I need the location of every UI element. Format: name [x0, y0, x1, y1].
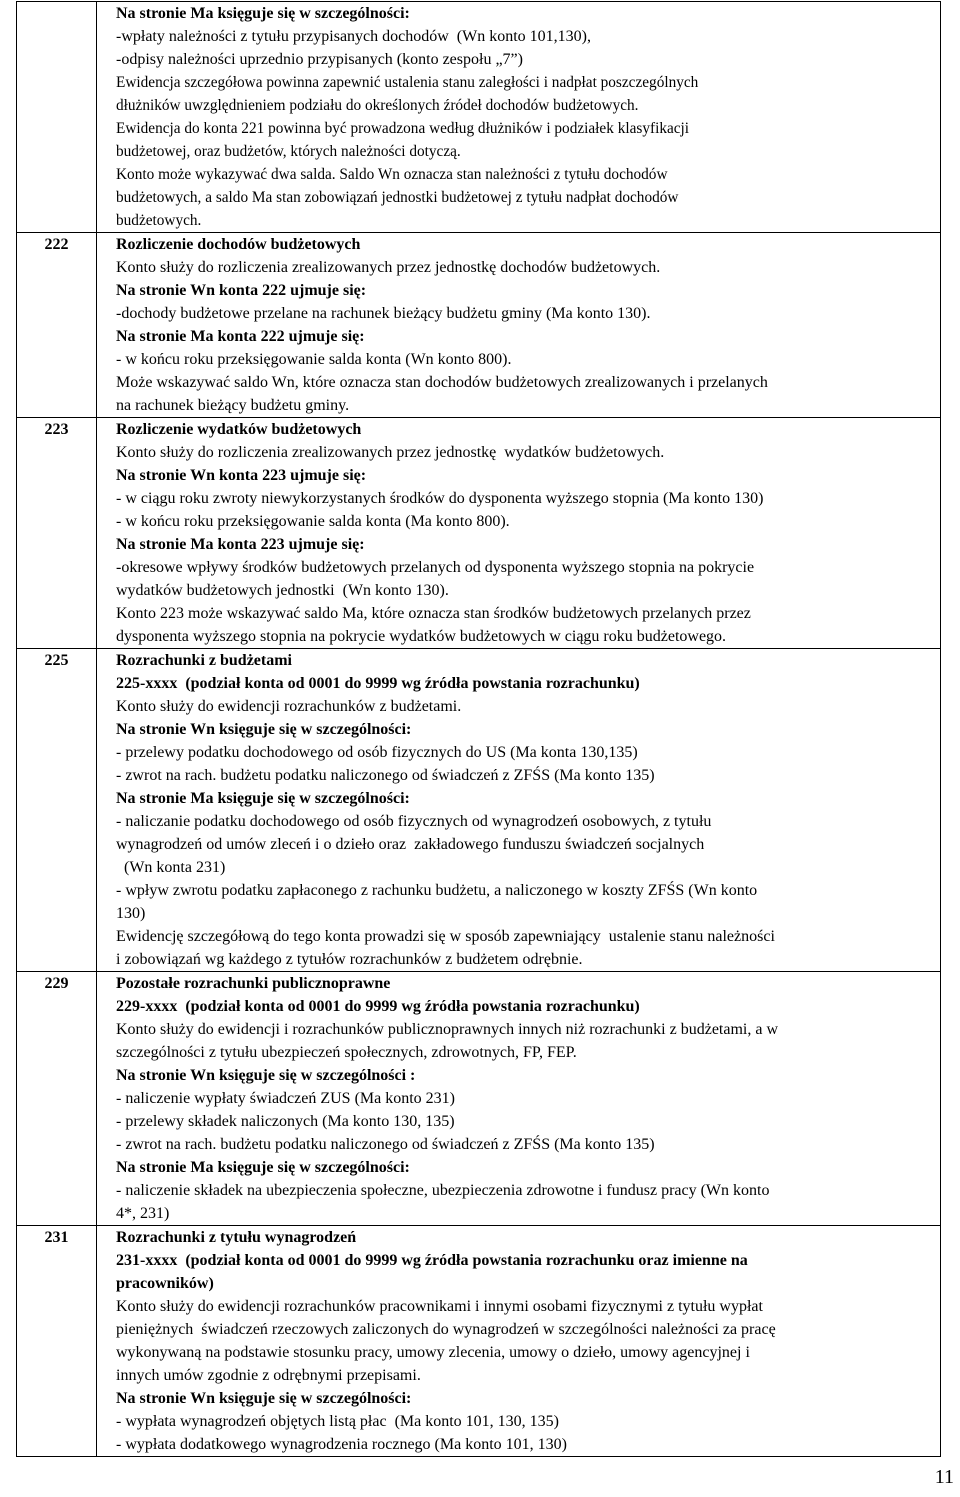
account-number-cell	[17, 418, 97, 649]
text-line: Konto służy do ewidencji rozrachunków pracownikami i innymi osobami fizycznymi z tytułu wypłat	[116, 1298, 763, 1315]
text-line: -okresowe wpływy środków budżetowych przelanych od dysponenta wyższego stopnia na pokrycie	[116, 559, 755, 576]
section-heading-line: Na stronie Wn konta 223 ujmuje się:	[116, 467, 367, 484]
section-heading-line: Rozliczenie dochodów budżetowych	[116, 236, 361, 253]
account-row	[17, 972, 941, 1226]
text-line: wynagrodzeń od umów zleceń i o dzieło oraz zakładowego funduszu świadczeń socjalnych	[116, 836, 705, 853]
text-line: Ewidencja do konta 221 powinna być prowadzona według dłużników i podziałek klasyfikacji	[116, 120, 690, 137]
account-row	[17, 649, 941, 972]
account-description-cell	[97, 233, 941, 418]
section-heading-line: Rozliczenie wydatków budżetowych	[116, 421, 362, 438]
text-line: budżetowych.	[116, 212, 202, 229]
section-heading-line: Pozostałe rozrachunki publicznoprawne	[116, 975, 391, 992]
text-line: Konto może wykazywać dwa salda. Saldo Wn oznacza stan należności z tytułu dochodów	[116, 166, 668, 183]
text-line: - w końcu roku przeksięgowanie salda konta (Ma konto 800).	[116, 513, 510, 530]
text-line: dysponenta wyższego stopnia na pokrycie wydatków budżetowych w ciągu roku budżetowego.	[116, 628, 727, 645]
accounts-table	[16, 1, 941, 1457]
text-line: -wpłaty należności z tytułu przypisanych dochodów (Wn konto 101,130),	[116, 28, 591, 45]
text-line: Ewidencję szczegółową do tego konta prowadzi się w sposób zapewniający ustalenie stanu należności	[116, 928, 775, 945]
text-line: - wypłata dodatkowego wynagrodzenia rocznego (Ma konto 101, 130)	[116, 1436, 567, 1453]
text-line: Konto służy do ewidencji rozrachunków z budżetami.	[116, 698, 462, 715]
text-line: Ewidencja szczegółowa powinna zapewnić ustalenia stanu zaległości i nadpłat poszczególnych	[116, 74, 699, 91]
text-line: - wpływ zwrotu podatku zapłaconego z rachunku budżetu, a naliczonego w koszty ZFŚS (Wn konto	[116, 882, 758, 899]
text-line: budżetowej, oraz budżetów, których należności dotyczą.	[116, 143, 461, 160]
section-heading-line: Na stronie Ma księguje się w szczególności:	[116, 790, 410, 807]
text-line: Konto służy do ewidencji i rozrachunków publicznoprawnych innych niż rozrachunki z budżetami, a w	[116, 1021, 779, 1038]
account-number: 231	[44, 1229, 69, 1246]
text-line: Może wskazywać saldo Wn, które oznacza stan dochodów budżetowych zrealizowanych i przelanych	[116, 374, 768, 391]
section-heading-line: Na stronie Wn księguje się w szczególności:	[116, 721, 412, 738]
account-description-cell	[97, 418, 941, 649]
account-number: 225	[44, 652, 69, 669]
text-line: - wypłata wynagrodzeń objętych listą płac (Ma konto 101, 130, 135)	[116, 1413, 559, 1430]
text-line: wydatków budżetowych jednostki (Wn konto 130).	[116, 582, 449, 599]
section-heading-line: Rozrachunki z budżetami	[116, 652, 292, 669]
account-description-cell	[97, 2, 941, 233]
account-number: 222	[44, 236, 69, 253]
text-line: - zwrot na rach. budżetu podatku naliczonego od świadczeń z ZFŚS (Ma konto 135)	[116, 767, 655, 784]
section-heading-line: pracowników)	[116, 1275, 214, 1292]
text-line: (Wn konta 231)	[116, 859, 226, 876]
account-row	[17, 2, 941, 233]
account-row	[17, 418, 941, 649]
text-line: wykonywaną na podstawie stosunku pracy, umowy zlecenia, umowy o dzieło, umowy agencyjnej i	[116, 1344, 750, 1361]
account-number-cell	[17, 1226, 97, 1457]
account-number-cell	[17, 649, 97, 972]
text-line: 4*, 231)	[116, 1205, 170, 1222]
text-line: 130)	[116, 905, 146, 922]
section-heading-line: Rozrachunki z tytułu wynagrodzeń	[116, 1229, 357, 1246]
text-line: budżetowych, a saldo Ma stan zobowiązań jednostki budżetowej z tytułu nadpłat dochodów	[116, 189, 679, 206]
account-number: 229	[44, 975, 69, 992]
section-heading-line: Na stronie Wn konta 222 ujmuje się:	[116, 282, 367, 299]
section-heading-line: Na stronie Wn księguje się w szczególności :	[116, 1067, 416, 1084]
text-line: - w końcu roku przeksięgowanie salda konta (Wn konto 800).	[116, 351, 512, 368]
text-line: Konto służy do rozliczenia zrealizowanych przez jednostkę dochodów budżetowych.	[116, 259, 661, 276]
section-heading-line: 229-xxxx (podział konta od 0001 do 9999 wg źródła powstania rozrachunku)	[116, 998, 640, 1015]
account-row	[17, 1226, 941, 1457]
text-line: - przelewy składek naliczonych (Ma konto 130, 135)	[116, 1113, 455, 1130]
text-line: szczególności z tytułu ubezpieczeń społecznych, zdrowotnych, FP, FEP.	[116, 1044, 577, 1061]
account-description-cell	[97, 649, 941, 972]
section-heading-line: 231-xxxx (podział konta od 0001 do 9999 wg źródła powstania rozrachunku oraz imienne na	[116, 1252, 748, 1269]
section-heading-line: Na stronie Ma księguje się w szczególności:	[116, 5, 410, 22]
text-line: -dochody budżetowe przelane na rachunek bieżący budżetu gminy (Ma konto 130).	[116, 305, 651, 322]
text-line: innych umów zgodnie z odrębnymi przepisami.	[116, 1367, 421, 1384]
text-line: - naliczenie składek na ubezpieczenia społeczne, ubezpieczenia zdrowotne i fundusz pracy (Wn konto	[116, 1182, 770, 1199]
section-heading-line: Na stronie Ma konta 223 ujmuje się:	[116, 536, 365, 553]
section-heading-line: Na stronie Ma księguje się w szczególności:	[116, 1159, 410, 1176]
accounts-table-body	[17, 2, 941, 1457]
text-line: na rachunek bieżący budżetu gminy.	[116, 397, 350, 414]
account-description-cell	[97, 1226, 941, 1457]
section-heading-line: Na stronie Ma konta 222 ujmuje się:	[116, 328, 365, 345]
section-heading-line: Na stronie Wn księguje się w szczególności:	[116, 1390, 412, 1407]
account-number-cell	[17, 2, 97, 233]
text-line: pieniężnych świadczeń rzeczowych zaliczonych do wynagrodzeń w szczególności należności za pracę	[116, 1321, 776, 1338]
account-number: 223	[44, 421, 69, 438]
text-line: -odpisy należności uprzednio przypisanych (konto zespołu „7”)	[116, 51, 523, 68]
text-line: dłużników uwzględnieniem podziału do określonych źródeł dochodów budżetowych.	[116, 97, 639, 114]
account-description-cell	[97, 972, 941, 1226]
account-number-cell	[17, 972, 97, 1226]
section-heading-line: 225-xxxx (podział konta od 0001 do 9999 wg źródła powstania rozrachunku)	[116, 675, 640, 692]
text-line: Konto 223 może wskazywać saldo Ma, które oznacza stan środków budżetowych przelanych przez	[116, 605, 751, 622]
text-line: Konto służy do rozliczenia zrealizowanych przez jednostkę wydatków budżetowych.	[116, 444, 665, 461]
page-number: 11	[934, 1466, 954, 1488]
text-line: - naliczanie podatku dochodowego od osób fizycznych od wynagrodzeń osobowych, z tytułu	[116, 813, 712, 830]
account-row	[17, 233, 941, 418]
account-number-cell	[17, 233, 97, 418]
text-line: - naliczenie wypłaty świadczeń ZUS (Ma konto 231)	[116, 1090, 456, 1107]
text-line: - zwrot na rach. budżetu podatku naliczonego od świadczeń z ZFŚS (Ma konto 135)	[116, 1136, 655, 1153]
text-line: - w ciągu roku zwroty niewykorzystanych środków do dysponenta wyższego stopnia (Ma konto 130)	[116, 490, 764, 507]
text-line: i zobowiązań wg każdego z tytułów rozrachunków z budżetem odrębnie.	[116, 951, 583, 968]
text-line: - przelewy podatku dochodowego od osób fizycznych do US (Ma konta 130,135)	[116, 744, 638, 761]
